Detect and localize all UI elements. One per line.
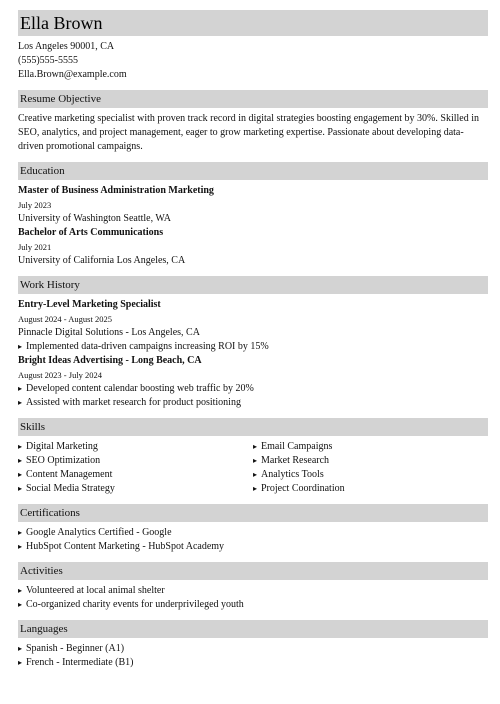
certification-item (18, 540, 488, 554)
activity-item (18, 598, 488, 612)
work-entry (18, 354, 488, 410)
bullet-icon: ▸ (253, 456, 258, 465)
job-date: August 2023 - July 2024 (18, 370, 103, 380)
language-text: Spanish - Beginner (A1) (26, 643, 125, 654)
bullet-item (18, 382, 488, 396)
skill-text: Analytics Tools (261, 469, 324, 480)
bullet-icon: ▸ (253, 442, 258, 451)
degree-date: July 2021 (18, 242, 52, 252)
section-header-skills: Skills (18, 418, 488, 436)
section-header-work-history: Work History (18, 276, 488, 294)
activity-text: Volunteered at local animal shelter (26, 585, 165, 596)
activity-item (18, 584, 488, 598)
activity-text: Co-organized charity events for underprivileged youth (26, 599, 244, 610)
certification-text: Google Analytics Certified - Google (26, 527, 172, 538)
certifications-list (18, 526, 488, 554)
bullet-icon: ▸ (18, 586, 23, 595)
skill-item (253, 440, 488, 454)
bullet-icon: ▸ (18, 542, 23, 551)
bullet-icon: ▸ (253, 484, 258, 493)
certification-item (18, 526, 488, 540)
skill-text: Email Campaigns (261, 441, 333, 452)
bullet-text: Implemented data-driven campaigns increasing ROI by 15% (26, 341, 269, 352)
skill-item (18, 468, 253, 482)
bullet-icon: ▸ (18, 600, 23, 609)
bullet-icon: ▸ (18, 470, 23, 479)
section-header-certifications: Certifications (18, 504, 488, 522)
bullet-icon: ▸ (18, 484, 23, 493)
company-name: Pinnacle Digital Solutions - Los Angeles, CA (18, 327, 200, 338)
skills-grid (18, 440, 488, 496)
bullet-icon: ▸ (18, 342, 23, 351)
bullet-icon: ▸ (18, 528, 23, 537)
skills-column-right (253, 440, 488, 496)
bullet-item (18, 396, 488, 410)
skill-text: Digital Marketing (26, 441, 98, 452)
bullet-text: Developed content calendar boosting web traffic by 20% (26, 383, 254, 394)
address-line: Los Angeles 90001, CA (18, 41, 115, 52)
languages-list (18, 642, 488, 670)
degree-title: Bachelor of Arts Communications (18, 227, 164, 238)
skill-text: SEO Optimization (26, 455, 101, 466)
job-bullets (18, 382, 488, 410)
skill-text: Market Research (261, 455, 330, 466)
section-header-objective: Resume Objective (18, 90, 488, 108)
email-line: Ella.Brown@example.com (18, 69, 127, 80)
work-entry (18, 298, 488, 354)
language-text: French - Intermediate (B1) (26, 657, 134, 668)
education-entry (18, 184, 488, 226)
bullet-item (18, 340, 488, 354)
certification-text: HubSpot Content Marketing - HubSpot Academy (26, 541, 225, 552)
skill-item (253, 482, 488, 496)
job-bullets (18, 340, 488, 354)
bullet-icon: ▸ (18, 658, 23, 667)
section-header-languages: Languages (18, 620, 488, 638)
skill-text: Content Management (26, 469, 113, 480)
job-title: Entry-Level Marketing Specialist (18, 299, 161, 310)
bullet-icon: ▸ (18, 398, 23, 407)
bullet-icon: ▸ (18, 644, 23, 653)
job-title: Bright Ideas Advertising - Long Beach, CA (18, 355, 202, 366)
skill-item (253, 454, 488, 468)
skill-text: Social Media Strategy (26, 483, 115, 494)
skill-item (18, 454, 253, 468)
bullet-icon: ▸ (18, 442, 23, 451)
section-header-activities: Activities (18, 562, 488, 580)
section-header-education: Education (18, 162, 488, 180)
education-entry (18, 226, 488, 268)
language-item (18, 656, 488, 670)
bullet-text: Assisted with market research for product positioning (26, 397, 241, 408)
skill-item (253, 468, 488, 482)
school-name: University of Washington Seattle, WA (18, 213, 171, 224)
job-date: August 2024 - August 2025 (18, 314, 112, 324)
activities-list (18, 584, 488, 612)
bullet-icon: ▸ (18, 384, 23, 393)
bullet-icon: ▸ (18, 456, 23, 465)
name-heading: Ella Brown (18, 10, 488, 36)
skills-column-left (18, 440, 253, 496)
phone-line: (555)555-5555 (18, 55, 78, 66)
degree-title: Master of Business Administration Marketing (18, 185, 214, 196)
skill-item (18, 440, 253, 454)
skill-item (18, 482, 253, 496)
degree-date: July 2023 (18, 200, 52, 210)
language-item (18, 642, 488, 656)
objective-text: Creative marketing specialist with proven track record in digital strategies boosting engagement by 30%. Skilled in SEO, analytics, and project management, eager to grow marketing expertise. Passionate about developing data-driven promotional campaigns. (18, 113, 479, 152)
skill-text: Project Coordination (261, 483, 345, 494)
bullet-icon: ▸ (253, 470, 258, 479)
school-name: University of California Los Angeles, CA (18, 255, 186, 266)
